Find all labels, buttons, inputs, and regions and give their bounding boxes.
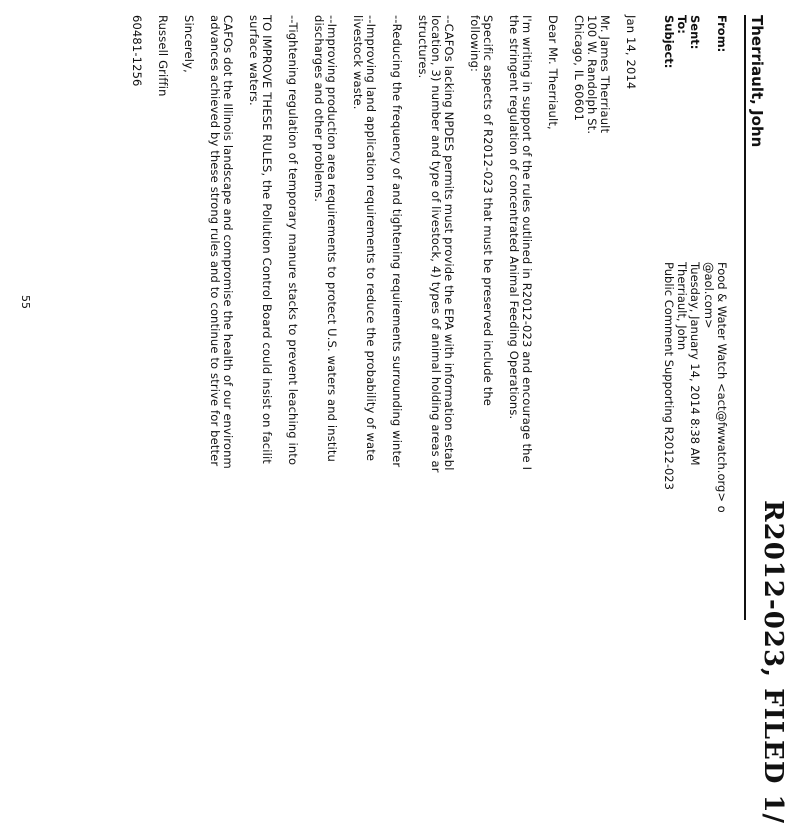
- header-divider: [744, 15, 746, 620]
- to-value: Therriault, John: [675, 262, 689, 351]
- paragraph-line: CAFOs dot the Illinois landscape and compromise the health of our environm: [221, 15, 235, 469]
- paragraph-line: advances achieved by these strong rules and to continue to strive for better: [208, 15, 222, 467]
- subject-value: Public Comment Supporting R2012-023: [662, 262, 676, 490]
- paragraph-line: the stringent regulation of concentrated Animal Feeding Operations.: [507, 15, 521, 420]
- paragraph-line: I'm writing in support of the rules outlined in R2012-023 and encourage the I: [520, 15, 534, 471]
- filing-stamp: R2012-023, FILED 1/: [758, 500, 788, 824]
- paragraph-line: livestock waste.: [351, 15, 365, 110]
- paragraph-line: --Improving land application requirements to reduce the probability of wate: [364, 15, 378, 462]
- from-value: Food & Water Watch <act@fwwatch.org> o: [715, 262, 729, 513]
- paragraph-line: TO IMPROVE THESE RULES, the Pollution Control Board could insist on facilit: [260, 15, 274, 464]
- paragraph-line: location, 3) number and type of livestock, 4) types of animal holding areas ar: [429, 15, 443, 473]
- address-line: 100 W. Randolph St.: [585, 15, 599, 135]
- from-label: From:: [715, 15, 729, 53]
- paragraph-line: --Reducing the frequency of and tightening requirements surrounding winter: [390, 15, 404, 468]
- page-number: 55: [19, 295, 32, 309]
- to-label: To:: [675, 15, 689, 34]
- paragraph-line: --Improving production area requirements to protect U.S. waters and institu: [325, 15, 339, 462]
- paragraph-line: --CAFOs lacking NPDES permits must provide the EPA with information establ: [442, 15, 456, 471]
- paragraph-line: --Tightening regulation of temporary manure stacks to prevent leaching into: [286, 15, 300, 466]
- sent-value: Tuesday, January 14, 2014 8:38 AM: [688, 262, 702, 466]
- from-value-cont: @aol.com>: [702, 262, 716, 329]
- paragraph-line: Specific aspects of R2012-023 that must be preserved include the: [481, 15, 495, 407]
- subject-label: Subject:: [662, 15, 676, 69]
- paragraph-line: surface waters.: [247, 15, 261, 106]
- paragraph-line: discharges and other problems.: [312, 15, 326, 203]
- paragraph-line: structures.: [416, 15, 430, 79]
- address-line: Mr. James Therriault: [598, 15, 612, 134]
- letter-date: Jan 14, 2014: [624, 15, 638, 90]
- address-line: Chicago, IL 60601: [572, 15, 586, 122]
- signer-zip: 60481-1256: [130, 15, 144, 87]
- salutation: Dear Mr. Therriault,: [546, 15, 560, 130]
- sender-name: Therriault, John: [748, 15, 766, 148]
- signer-name: Russell Griffin: [156, 15, 170, 97]
- sent-label: Sent:: [688, 15, 702, 50]
- paragraph-line: following:: [468, 15, 482, 73]
- closing: Sincerely,: [182, 15, 196, 73]
